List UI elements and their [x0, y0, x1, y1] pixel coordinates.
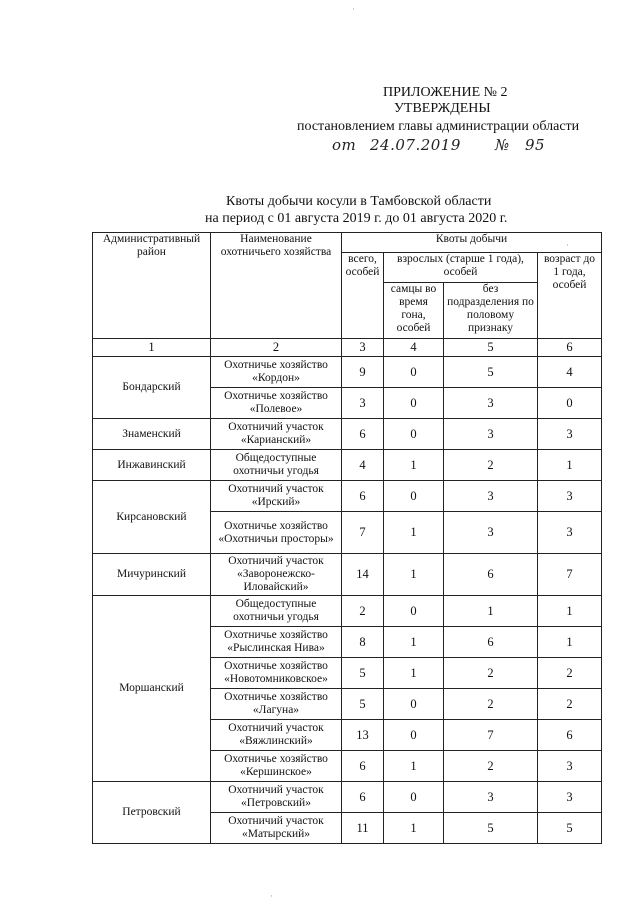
district-cell: Кирсановский [93, 481, 211, 554]
col-number: 3 [342, 339, 384, 357]
total-cell: 6 [342, 751, 384, 782]
total-cell: 8 [342, 627, 384, 658]
district-cell: Бондарский [93, 357, 211, 419]
farm-name-cell: Охотничье хозяйство «Полевое» [211, 388, 342, 419]
young-cell: 1 [538, 596, 602, 627]
col-number: 4 [384, 339, 444, 357]
males-cell: 0 [384, 481, 444, 512]
farm-name-cell: Охотничье хозяйство «Лагуна» [211, 689, 342, 720]
undivided-cell: 2 [444, 689, 538, 720]
young-cell: 3 [538, 782, 602, 813]
males-cell: 0 [384, 782, 444, 813]
undivided-cell: 3 [444, 512, 538, 554]
farm-name-cell: Охотничье хозяйство «Кордон» [211, 357, 342, 388]
farm-name-cell: Охотничье хозяйство «Рыслинская Нива» [211, 627, 342, 658]
col-number: 5 [444, 339, 538, 357]
header-undivided: без подразделения по половому признаку [444, 283, 538, 339]
young-cell: 7 [538, 554, 602, 596]
undivided-cell: 2 [444, 658, 538, 689]
undivided-cell: 2 [444, 751, 538, 782]
undivided-cell: 3 [444, 419, 538, 450]
undivided-cell: 1 [444, 596, 538, 627]
young-cell: 6 [538, 720, 602, 751]
males-cell: 1 [384, 512, 444, 554]
total-cell: 5 [342, 658, 384, 689]
decree-label: постановлением главы администрации области [297, 119, 580, 134]
young-cell: 2 [538, 658, 602, 689]
males-cell: 0 [384, 596, 444, 627]
total-cell: 6 [342, 419, 384, 450]
young-cell: 2 [538, 689, 602, 720]
males-cell: 0 [384, 720, 444, 751]
document-title-line2: на период с 01 августа 2019 г. до 01 августа 2020 г. [205, 211, 508, 226]
quota-table [92, 232, 602, 844]
table-row [93, 419, 602, 450]
approved-label: УТВЕРЖДЕНЫ [394, 101, 491, 116]
handwritten-ot: от [332, 136, 357, 154]
males-cell: 0 [384, 689, 444, 720]
total-cell: 2 [342, 596, 384, 627]
total-cell: 4 [342, 450, 384, 481]
undivided-cell: 3 [444, 481, 538, 512]
undivided-cell: 6 [444, 554, 538, 596]
handwritten-date: 24.07.2019 [370, 136, 461, 154]
table-row [93, 554, 602, 596]
farm-name-cell: Охотничий участок «Матырский» [211, 813, 342, 844]
farm-name-cell: Охотничье хозяйство «Кершинское» [211, 751, 342, 782]
farm-name-cell: Охотничий участок «Вяжлинский» [211, 720, 342, 751]
young-cell: 1 [538, 450, 602, 481]
district-cell: Инжавинский [93, 450, 211, 481]
handwritten-number: 95 [525, 136, 546, 154]
total-cell: 14 [342, 554, 384, 596]
farm-name-cell: Охотничье хозяйство «Новотомниковское» [211, 658, 342, 689]
total-cell: 6 [342, 782, 384, 813]
col-number: 1 [93, 339, 211, 357]
young-cell: 3 [538, 419, 602, 450]
young-cell: 3 [538, 751, 602, 782]
scan-speck: · [566, 240, 569, 250]
table-row [93, 596, 602, 627]
males-cell: 1 [384, 450, 444, 481]
males-cell: 0 [384, 388, 444, 419]
males-cell: 1 [384, 751, 444, 782]
young-cell: 3 [538, 481, 602, 512]
district-cell: Знаменский [93, 419, 211, 450]
table-row [93, 450, 602, 481]
young-cell: 3 [538, 512, 602, 554]
males-cell: 1 [384, 627, 444, 658]
farm-name-cell: Охотничий участок «Карианский» [211, 419, 342, 450]
farm-name-cell: Общедоступные охотничьи угодья [211, 596, 342, 627]
farm-name-cell: Охотничий участок «Петровский» [211, 782, 342, 813]
total-cell: 6 [342, 481, 384, 512]
quota-table-body [93, 357, 602, 844]
undivided-cell: 3 [444, 782, 538, 813]
table-row [93, 481, 602, 512]
males-cell: 0 [384, 357, 444, 388]
undivided-cell: 3 [444, 388, 538, 419]
scan-speck: · [270, 891, 273, 901]
table-row [93, 357, 602, 388]
handwritten-number-sign: № [495, 136, 510, 154]
header-adults: взрослых (старше 1 года), особей [384, 253, 538, 283]
appendix-label: ПРИЛОЖЕНИЕ № 2 [383, 85, 508, 100]
total-cell: 3 [342, 388, 384, 419]
undivided-cell: 5 [444, 357, 538, 388]
col-number: 2 [211, 339, 342, 357]
young-cell: 1 [538, 627, 602, 658]
district-cell: Мичуринский [93, 554, 211, 596]
undivided-cell: 2 [444, 450, 538, 481]
total-cell: 11 [342, 813, 384, 844]
undivided-cell: 5 [444, 813, 538, 844]
undivided-cell: 6 [444, 627, 538, 658]
young-cell: 0 [538, 388, 602, 419]
males-cell: 1 [384, 554, 444, 596]
header-district: Административный район [93, 233, 211, 339]
farm-name-cell: Охотничье хозяйство «Охотничьи просторы» [211, 512, 342, 554]
document-title-line1: Квоты добычи косули в Тамбовской области [226, 194, 492, 209]
total-cell: 7 [342, 512, 384, 554]
males-cell: 1 [384, 813, 444, 844]
young-cell: 4 [538, 357, 602, 388]
farm-name-cell: Охотничий участок «Заворонежско-Иловайский» [211, 554, 342, 596]
header-males: самцы во время гона, особей [384, 283, 444, 339]
total-cell: 9 [342, 357, 384, 388]
header-quotas: Квоты добычи [342, 233, 602, 253]
total-cell: 5 [342, 689, 384, 720]
table-row [93, 782, 602, 813]
col-number: 6 [538, 339, 602, 357]
district-cell: Петровский [93, 782, 211, 844]
header-young: возраст до 1 года, особей [538, 253, 602, 339]
undivided-cell: 7 [444, 720, 538, 751]
district-cell: Моршанский [93, 596, 211, 782]
total-cell: 13 [342, 720, 384, 751]
farm-name-cell: Общедоступные охотничьи угодья [211, 450, 342, 481]
males-cell: 1 [384, 658, 444, 689]
young-cell: 5 [538, 813, 602, 844]
scan-speck: · [352, 4, 355, 14]
males-cell: 0 [384, 419, 444, 450]
farm-name-cell: Охотничий участок «Ирский» [211, 481, 342, 512]
header-total: всего, особей [342, 253, 384, 339]
header-farm: Наименование охотничьего хозяйства [211, 233, 342, 339]
